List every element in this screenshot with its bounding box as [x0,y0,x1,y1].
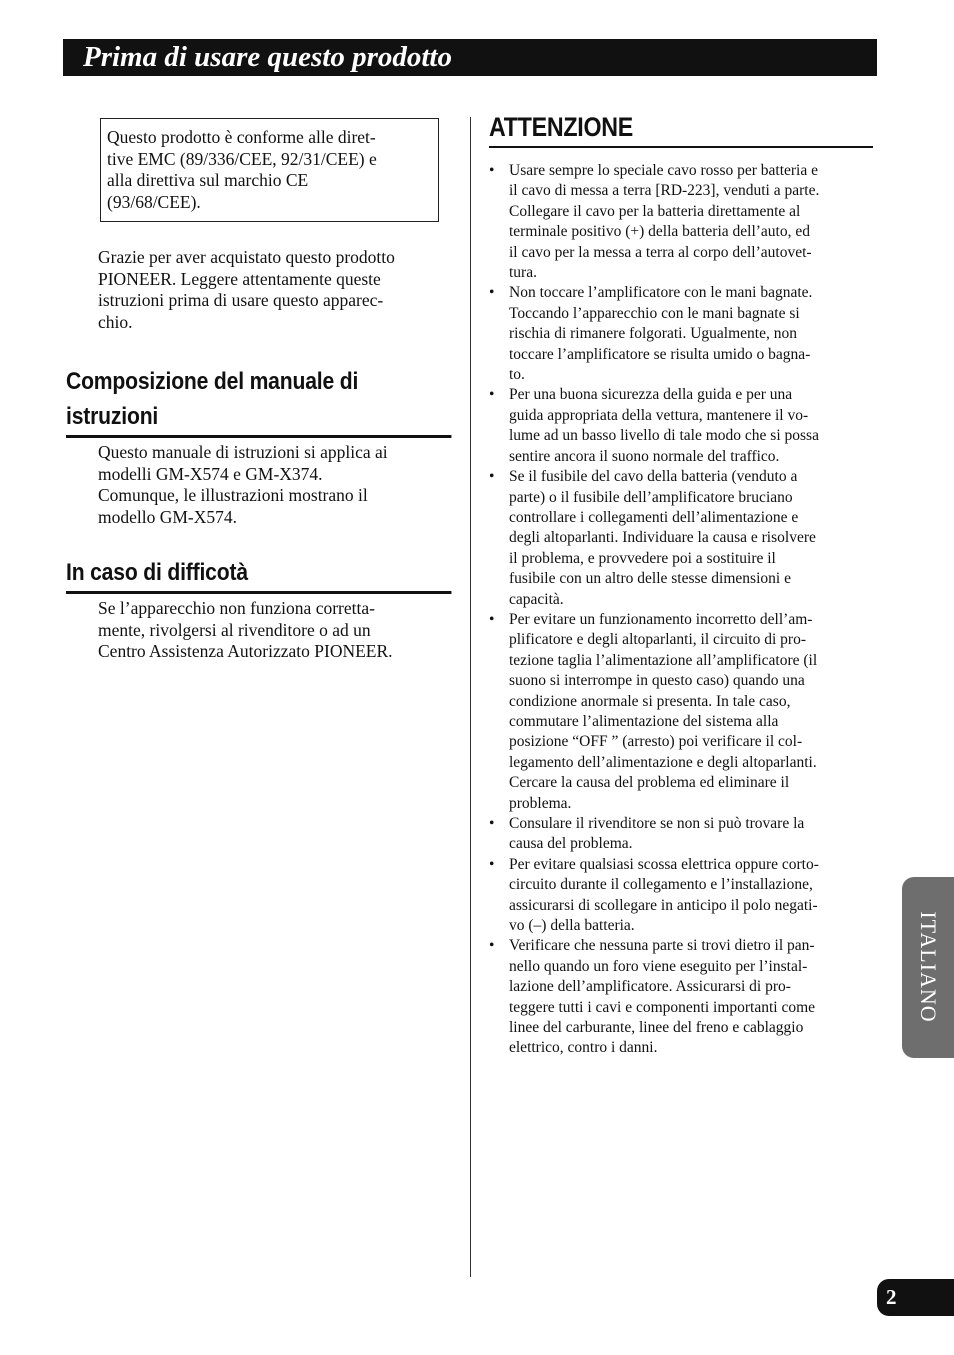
list-item-line: Toccando l’apparecchio con le mani bagnate si [509,304,800,322]
attention-heading-text: ATTENZIONE [489,112,634,142]
list-item-line: fusibile con un altro delle stesse dimensioni e [509,570,791,588]
list-item-line: guida appropriata della vettura, mantenere il vo- [509,406,809,424]
bullet-icon: • [489,284,495,302]
list-item-line: toccare l’amplificatore se risulta umido o bagna- [509,345,811,363]
list-item-line: posizione “OFF ” (arresto) poi verificare il col- [509,733,803,751]
section-heading-composition [66,364,451,438]
intro-line: Grazie per aver acquistato questo prodotto [98,247,395,267]
list-item-line: vo (–) della batteria. [509,917,635,935]
list-item-line: Usare sempre lo speciale cavo rosso per batteria e [509,162,819,179]
bullet-icon: • [489,386,495,404]
list-item-line: commutare l’alimentazione del sistema alla [509,712,779,730]
intro-line: istruzioni prima di usare questo apparec- [98,290,384,310]
list-item-line: elettrico, contro i danni. [509,1039,658,1057]
heading-line: In caso di difficotà [66,559,248,586]
bullet-icon: • [489,937,495,955]
list-item-line: to. [509,366,525,384]
attention-list [489,161,875,1059]
list-item-line: Per evitare qualsiasi scossa elettrica oppure corto- [509,855,819,873]
intro-paragraph [98,247,452,333]
list-item-line: Verificare che nessuna parte si trovi dietro il pan- [509,937,815,955]
language-tab-label: ITALIANO [916,911,941,1023]
list-item-line: controllare i collegamenti dell’alimentazione e [509,508,799,526]
list-item-line: Collegare il cavo per la batteria direttamente al [509,202,801,220]
list-item-line: sentire ancora il suono normale del traffico. [509,447,780,465]
list-item [489,283,875,385]
page-header-bar [63,39,877,76]
right-column [489,108,875,1059]
notice-line: (93/68/CEE). [107,191,201,212]
bullet-icon: • [489,855,495,873]
list-item-line: tura. [509,264,537,282]
bullet-icon: • [489,162,495,179]
list-item-line: Per una buona sicurezza della guida e per una [509,386,793,404]
list-item-line: problema. [509,794,572,812]
list-item-line: tezione taglia l’alimentazione all’amplificatore (il [509,651,818,669]
list-item-line: teggere tutti i cavi e componenti importanti come [509,998,816,1016]
compliance-notice-box [100,118,439,222]
list-item-line: nello quando un foro viene eseguito per l’instal- [509,957,808,975]
list-item-line: suono si interrompe in questo caso) quando una [509,672,805,690]
list-item-line: rischia di rimanere folgorati. Ugualmente, non [509,325,797,343]
list-item [489,936,875,1058]
bullet-icon: • [489,610,495,628]
list-item-line: circuito durante il collegamento e l’installazione, [509,876,813,894]
list-item [489,161,875,283]
list-item-line: degli altoparlanti. Individuare la causa e risolvere [509,529,816,547]
list-item-line: Per evitare un funzionamento incorretto dell’am- [509,610,813,628]
section-body-composition [98,442,452,528]
body-line: modello GM-X574. [98,506,238,527]
list-item [489,385,875,467]
section-heading-difficulty [66,555,451,594]
language-tab [902,877,954,1058]
list-item-line: linee del carburante, linee del freno e cablaggio [509,1019,804,1037]
column-divider [470,117,471,1277]
list-item-line: Cercare la causa del problema ed eliminare il [509,774,790,792]
list-item-line: terminale positivo (+) della batteria dell’auto, ed [509,223,810,241]
body-line: Centro Assistenza Autorizzato PIONEER. [98,641,393,661]
body-line: mente, rivolgersi al rivenditore o ad un [98,619,371,640]
page-number: 2 [886,1285,897,1309]
list-item-line: causa del problema. [509,835,633,853]
list-item [489,855,875,937]
list-item [489,814,875,855]
list-item-line: Non toccare l’amplificatore con le mani bagnate. [509,284,813,302]
body-line: Questo manuale di istruzioni si applica ai [98,442,388,462]
body-line: Comunque, le illustrazioni mostrano il [98,485,368,505]
list-item-line: plificatore e degli altoparlanti, il circuito di pro- [509,631,806,649]
list-item-line: Consulare il rivenditore se non si può trovare la [509,815,805,832]
notice-line: Questo prodotto è conforme alle diret- [107,127,376,147]
list-item-line: condizione anormale si presenta. In tale caso, [509,692,791,710]
list-item-line: legamento dell’alimentazione e degli altoparlanti. [509,753,817,771]
body-line: Se l’apparecchio non funziona corretta- [98,598,375,618]
body-line: modelli GM-X574 e GM-X374. [98,463,323,484]
bullet-icon: • [489,468,495,486]
list-item-line: lume ad un basso livello di tale modo che si possa [509,427,819,445]
list-item-line: assicurarsi di scollegare in anticipo il polo negati- [509,896,818,914]
notice-line: tive EMC (89/336/CEE, 92/31/CEE) e [107,148,377,169]
page-number-tab [877,1279,954,1316]
attention-heading [489,108,873,148]
list-item-line: lazione dell’amplificatore. Assicurarsi di pro- [509,978,791,996]
list-item [489,467,875,610]
list-item-line: il problema, e provvedere poi a sostituire il [509,549,776,567]
list-item [489,610,875,814]
heading-line: istruzioni [66,403,159,430]
left-column [66,118,452,663]
bullet-icon: • [489,815,495,832]
intro-line: chio. [98,311,133,332]
list-item-line: parte) o il fusibile dell’amplificatore bruciano [509,488,793,506]
list-item-line: capacità. [509,590,564,608]
notice-line: alla direttiva sul marchio CE [107,170,309,190]
section-body-difficulty [98,598,452,663]
page-title: Prima di usare questo prodotto [83,41,452,73]
list-item-line: il cavo per la messa a terra al corpo dell’autovet- [509,243,812,261]
heading-line: Composizione del manuale di [66,368,359,395]
intro-line: PIONEER. Leggere attentamente queste [98,268,381,289]
list-item-line: il cavo di messa a terra [RD-223], venduti a parte. [509,182,820,200]
list-item-line: Se il fusibile del cavo della batteria (venduto a [509,468,798,486]
